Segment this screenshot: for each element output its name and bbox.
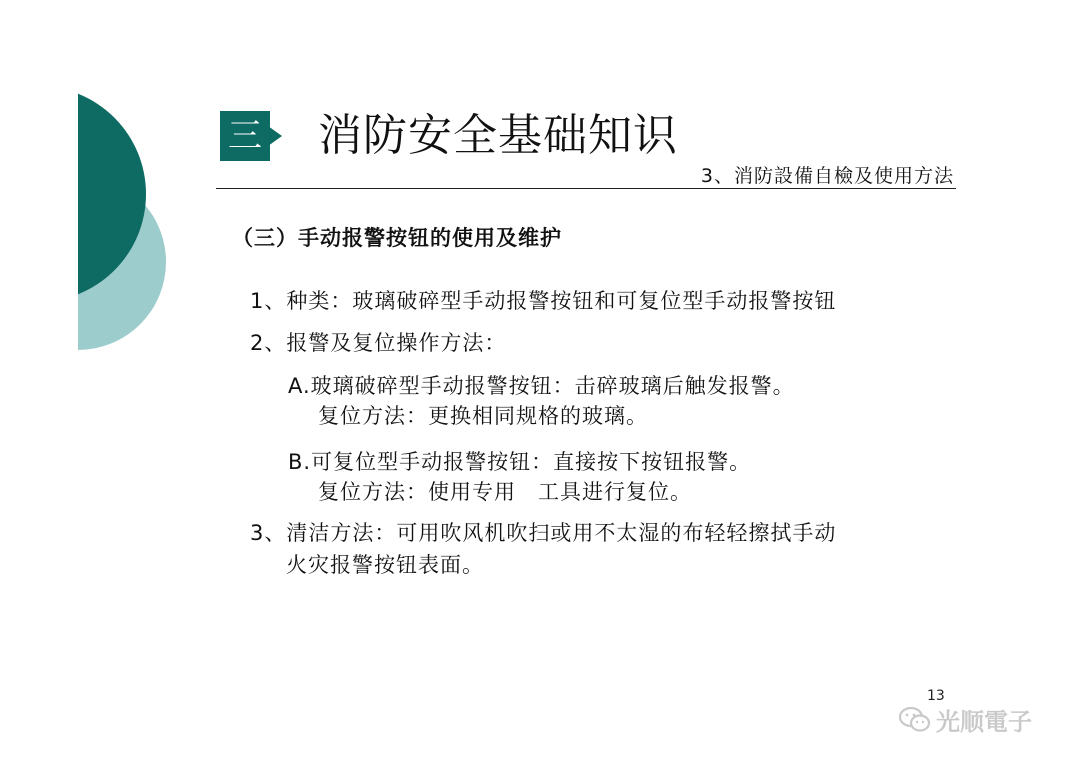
section-heading: （三）手动报警按钮的使用及维护 (232, 226, 562, 250)
wechat-icon (898, 706, 932, 734)
content-line: B.可复位型手动报警按钮：直接按下按钮报警。 (288, 450, 752, 474)
content-line: 2、报警及复位操作方法： (250, 331, 507, 355)
title-divider (216, 188, 956, 189)
content-line: 3、清洁方法：可用吹风机吹扫或用不太湿的布轻轻擦拭手动 (250, 521, 837, 545)
content-line: 复位方法：更换相同规格的玻璃。 (318, 404, 648, 428)
arrow-icon (268, 126, 282, 146)
content-line: 1、种类：玻璃破碎型手动报警按钮和可复位型手动报警按钮 (250, 289, 837, 313)
decorative-circles (0, 0, 200, 420)
watermark-text: 光顺電子 (936, 708, 1032, 736)
section-marker: 三 (220, 111, 270, 161)
content-line: 复位方法：使用专用 工具进行复位。 (318, 480, 692, 504)
page-title: 消防安全基础知识 (318, 110, 678, 161)
content-line: 火灾报警按钮表面。 (286, 553, 484, 577)
page-subtitle: 3、消防設備自檢及使用方法 (700, 165, 954, 187)
content-line: A.玻璃破碎型手动报警按钮：击碎玻璃后触发报警。 (288, 374, 795, 398)
page-number: 13 (927, 688, 945, 704)
watermark (898, 702, 1032, 737)
